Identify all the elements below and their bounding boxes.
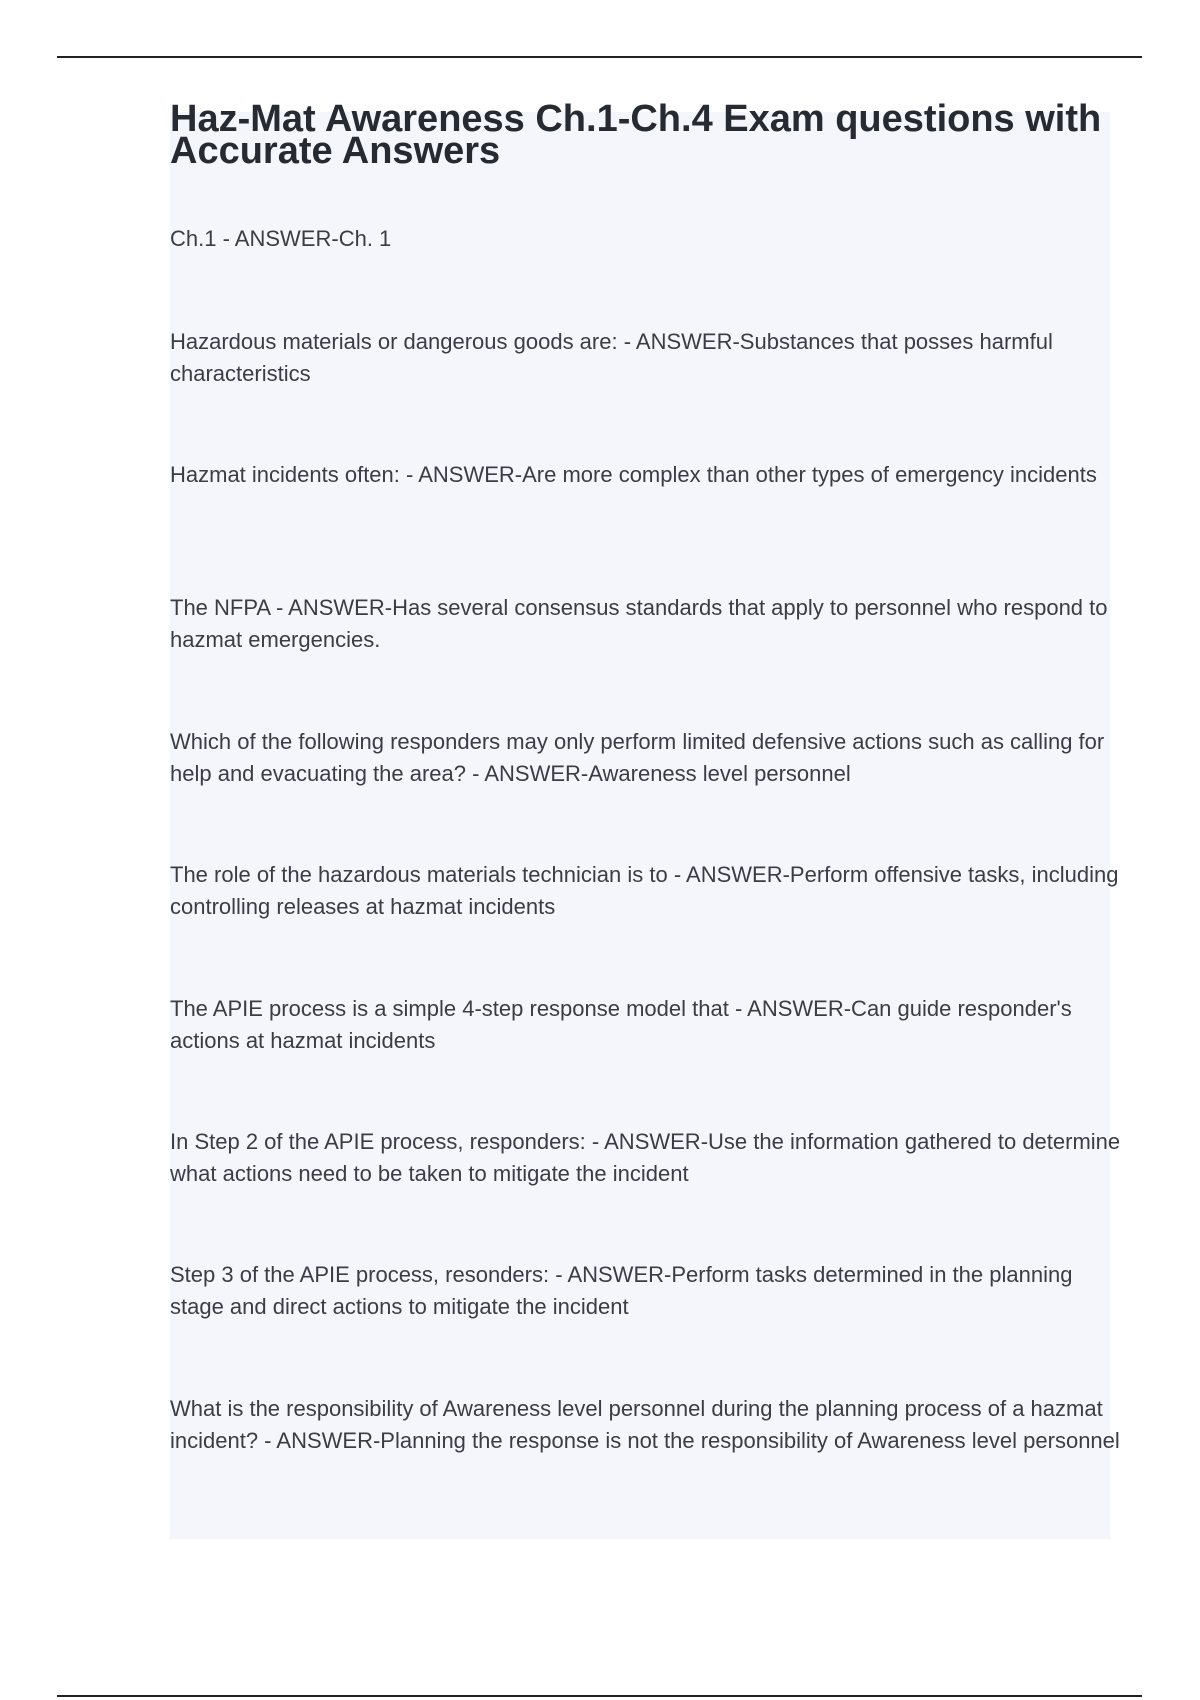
qa-item-7: The APIE process is a simple 4-step response model that - ANSWER-Can guide responder's actions at hazmat incidents <box>170 996 1072 1053</box>
bottom-rule <box>57 1695 1142 1697</box>
qa-item-1: Ch.1 - ANSWER-Ch. 1 <box>170 226 392 251</box>
qa-item-6: The role of the hazardous materials technician is to - ANSWER-Perform offensive tasks, including controlling releases at hazmat incidents <box>170 862 1119 919</box>
qa-item-3: Hazmat incidents often: - ANSWER-Are more complex than other types of emergency incidents <box>170 462 1097 487</box>
qa-item-5: Which of the following responders may only perform limited defensive actions such as calling for help and evacuating the area? - ANSWER-Awareness level personnel <box>170 729 1105 786</box>
qa-item-9: Step 3 of the APIE process, resonders: - ANSWER-Perform tasks determined in the planning stage and direct actions to mitigate the incident <box>170 1262 1073 1319</box>
qa-item-2: Hazardous materials or dangerous goods are: - ANSWER-Substances that posses harmful characteristics <box>170 329 1053 386</box>
document-title: Haz-Mat Awareness Ch.1-Ch.4 Exam questions with Accurate Answers <box>170 98 1102 172</box>
qa-item-10: What is the responsibility of Awareness level personnel during the planning process of a hazmat incident? - ANSWER-Planning the response is not the responsibility of Awareness level personnel <box>170 1396 1120 1453</box>
qa-item-8: In Step 2 of the APIE process, responders: - ANSWER-Use the information gathered to determine what actions need to be taken to mitigate the incident <box>170 1129 1121 1186</box>
top-rule <box>57 56 1142 58</box>
qa-item-4: The NFPA - ANSWER-Has several consensus standards that apply to personnel who respond to hazmat emergencies. <box>170 595 1108 652</box>
